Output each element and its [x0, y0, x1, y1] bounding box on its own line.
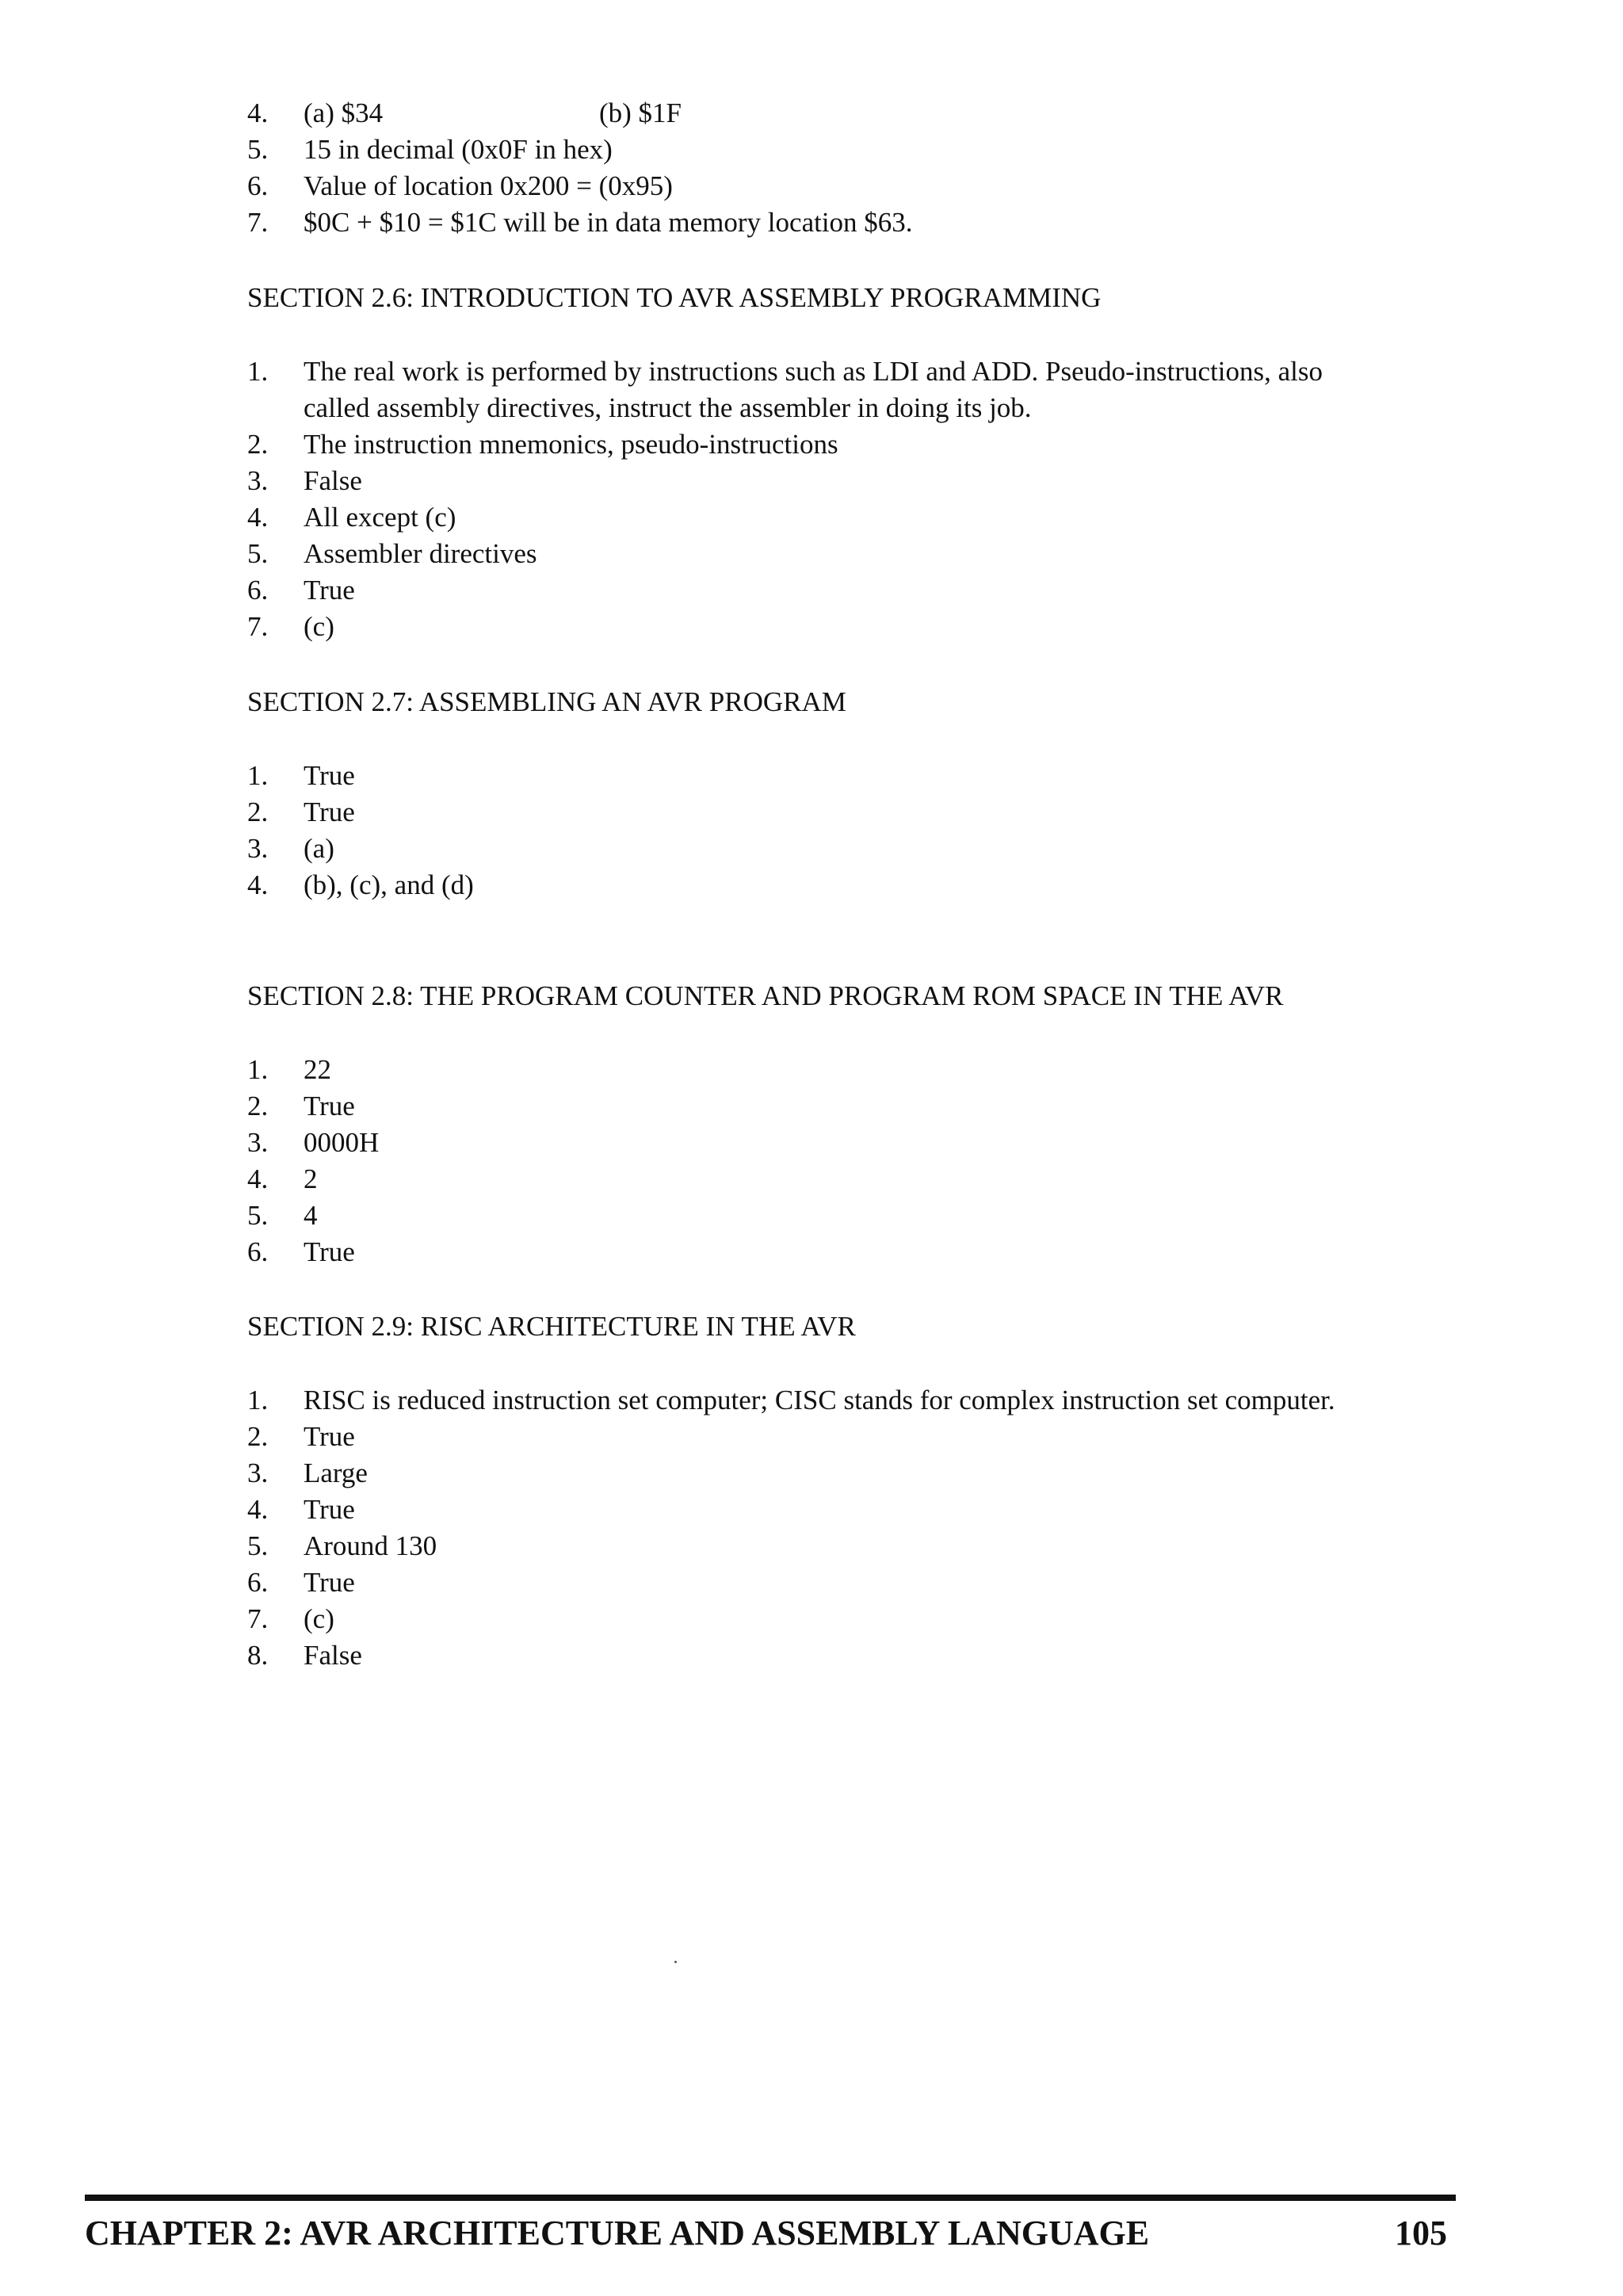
item-text: True: [304, 575, 355, 606]
footer-chapter-title: CHAPTER 2: AVR ARCHITECTURE AND ASSEMBLY LANGUAGE: [85, 2214, 1150, 2252]
list-item: [0, 794, 1623, 831]
list-item: [0, 536, 1623, 572]
item-text: True: [304, 1236, 355, 1267]
item-number: 2.: [247, 797, 269, 827]
list-item: [0, 1088, 1623, 1125]
item-number: 1.: [247, 356, 269, 387]
item-text: 22: [304, 1054, 331, 1085]
list-item: [0, 758, 1623, 794]
item-text: (a) $34: [304, 97, 384, 128]
list-item: [0, 499, 1623, 536]
item-text: 15 in decimal (0x0F in hex): [304, 134, 613, 165]
item-text: Value of location 0x200 = (0x95): [304, 170, 673, 201]
item-number: 4.: [247, 1163, 269, 1194]
list-item: [0, 1234, 1623, 1270]
item-number: 4.: [247, 502, 269, 533]
item-number: 1.: [247, 760, 269, 791]
list-item: [0, 1198, 1623, 1234]
item-number: 1.: [247, 1054, 269, 1085]
list-item: [0, 1528, 1623, 1564]
item-text: called assembly directives, instruct the assembler in doing its job.: [304, 392, 1032, 423]
item-number: 4.: [247, 869, 269, 900]
section-heading: SECTION 2.8: THE PROGRAM COUNTER AND PROGRAM ROM SPACE IN THE AVR: [247, 980, 1284, 1011]
item-text: True: [304, 1421, 355, 1452]
answer-list: [0, 353, 1623, 645]
section-heading: SECTION 2.6: INTRODUCTION TO AVR ASSEMBLY PROGRAMMING: [247, 282, 1102, 313]
list-item: [0, 1601, 1623, 1637]
section-heading: SECTION 2.9: RISC ARCHITECTURE IN THE AVR: [247, 1311, 856, 1342]
item-text: True: [304, 760, 355, 791]
list-item: [0, 1637, 1623, 1674]
section-heading: SECTION 2.7: ASSEMBLING AN AVR PROGRAM: [247, 686, 846, 717]
list-item: [0, 1052, 1623, 1088]
list-item: [0, 1382, 1623, 1419]
item-number: 6.: [247, 575, 269, 606]
item-text: (b), (c), and (d): [304, 869, 474, 900]
answer-list: [0, 758, 1623, 904]
item-text: All except (c): [304, 502, 456, 533]
item-text: True: [304, 1494, 355, 1525]
item-number: 5.: [247, 538, 269, 569]
item-number: 7.: [247, 611, 269, 642]
item-number: 3.: [247, 1457, 269, 1488]
item-text: $0C + $10 = $1C will be in data memory location $63.: [304, 207, 913, 238]
item-text: 0000H: [304, 1127, 380, 1158]
item-number: 4.: [247, 97, 269, 128]
item-number: 7.: [247, 207, 269, 238]
item-number: 1.: [247, 1385, 269, 1415]
item-number: 2.: [247, 429, 269, 460]
item-number: 3.: [247, 1127, 269, 1158]
item-number: 6.: [247, 1567, 269, 1598]
list-item: [0, 1419, 1623, 1455]
scan-speck: [674, 1961, 677, 1963]
item-number: 5.: [247, 1200, 269, 1231]
item-number: 6.: [247, 170, 269, 201]
list-item: [0, 353, 1623, 390]
item-number: 3.: [247, 833, 269, 864]
list-item: [0, 168, 1623, 204]
item-text: 4: [304, 1200, 318, 1231]
list-item: [0, 1564, 1623, 1601]
answer-list: [0, 1382, 1623, 1674]
item-text: Around 130: [304, 1530, 437, 1561]
item-text: False: [304, 1640, 362, 1671]
item-text: The instruction mnemonics, pseudo-instructions: [304, 429, 838, 460]
list-item: [0, 463, 1623, 499]
item-number: 2.: [247, 1421, 269, 1452]
list-item: [0, 426, 1623, 463]
list-item-continuation: [0, 390, 1623, 426]
footer-rule: [85, 2195, 1456, 2201]
item-number: 4.: [247, 1494, 269, 1525]
page-number: 105: [1395, 2214, 1447, 2252]
list-item: [0, 1125, 1623, 1161]
item-text: True: [304, 1091, 355, 1121]
list-item: [0, 1492, 1623, 1528]
item-text: RISC is reduced instruction set computer; CISC stands for complex instruction set computer.: [304, 1385, 1335, 1415]
item-text: (c): [304, 611, 334, 642]
item-number: 6.: [247, 1236, 269, 1267]
item-number: 8.: [247, 1640, 269, 1671]
answer-list-continued: [0, 95, 1623, 241]
item-number: 5.: [247, 1530, 269, 1561]
item-text-second: (b) $1F: [599, 97, 682, 128]
item-text: True: [304, 797, 355, 827]
list-item: [0, 132, 1623, 168]
list-item: [0, 572, 1623, 609]
item-text: 2: [304, 1163, 318, 1194]
item-text: False: [304, 465, 362, 496]
list-item: [0, 831, 1623, 867]
list-item: [0, 1455, 1623, 1492]
list-item: [0, 867, 1623, 904]
item-number: 3.: [247, 465, 269, 496]
item-text: True: [304, 1567, 355, 1598]
item-number: 5.: [247, 134, 269, 165]
item-text: The real work is performed by instructions such as LDI and ADD. Pseudo-instructions, also: [304, 356, 1323, 387]
item-text: Assembler directives: [304, 538, 537, 569]
list-item: [0, 1161, 1623, 1198]
item-number: 2.: [247, 1091, 269, 1121]
list-item: [0, 204, 1623, 241]
item-text: (a): [304, 833, 334, 864]
list-item: [0, 95, 1623, 132]
item-text: (c): [304, 1603, 334, 1634]
answer-list: [0, 1052, 1623, 1270]
item-number: 7.: [247, 1603, 269, 1634]
item-text: Large: [304, 1457, 368, 1488]
list-item: [0, 609, 1623, 645]
